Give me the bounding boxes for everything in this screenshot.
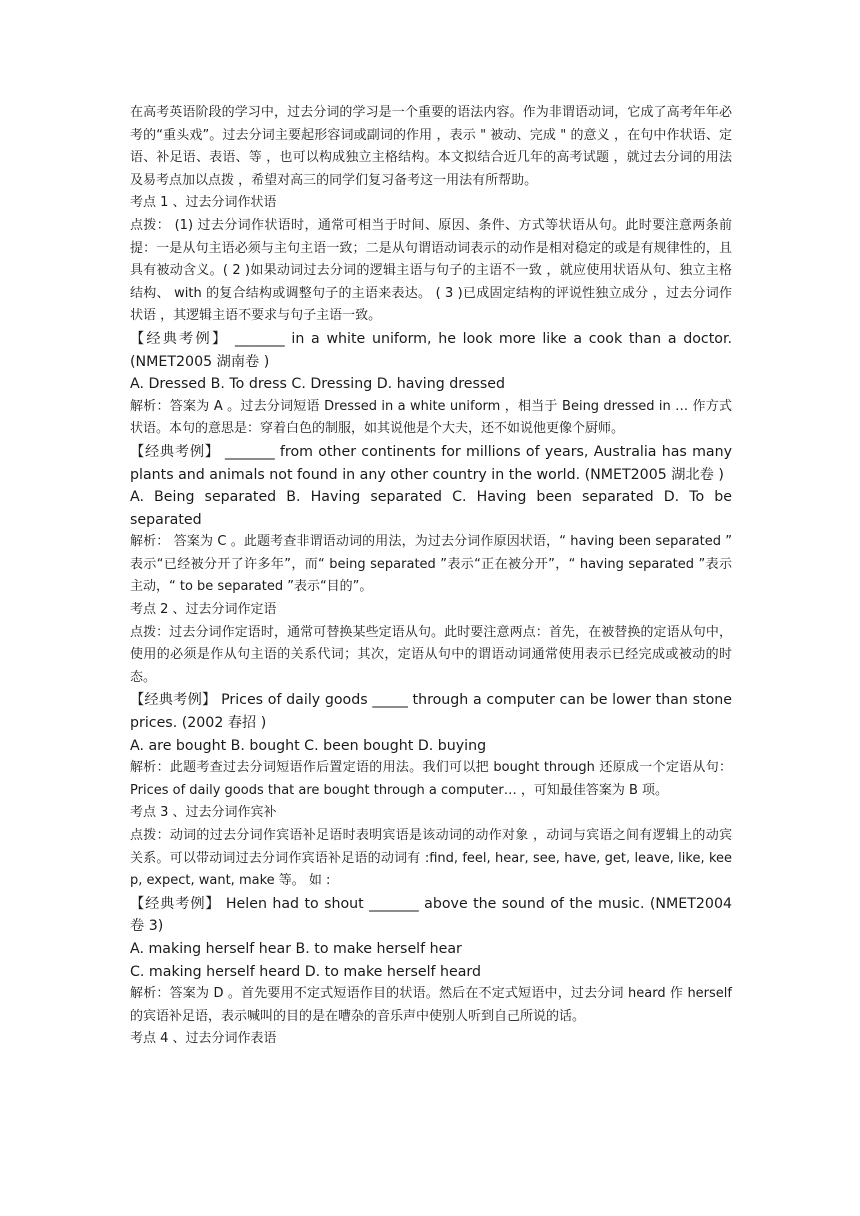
tip-paragraph-1: 点拨： (1) 过去分词作状语时，通常可相当于时间、原因、条件、方式等状语从句。此时要注意两条前提：一是从句主语必须与主句主语一致；二是从句谓语动词表示的动作是相对稳定的或是有规律性的，且具有被动含义。( 2 )如果动词过去分词的逻辑主语与句子的主语不一致 ，就应使用状语从句、独立主格结构、 with 的复合结构或调整句子的主语来表达。 ( 3 )已成固定结构的评说性独立成分 ，过去分词作状语 ，其逻辑主语不要求与句子主语一致。 <box>130 217 732 324</box>
tip-paragraph-2: 点拨：过去分词作定语时，通常可替换某些定语从句。此时要注意两点：首先，在被替换的定语从句中，使用的必须是作从句主语的关系代词；其次，定语从句中的谓语动词通常使用表示已经完成或被动的时态。 <box>130 624 732 685</box>
example-options-1: A. Dressed B. To dress C. Dressing D. having dressed <box>130 376 506 393</box>
example-question-1: 【经典考例】 _______ in a white uniform, he look more like a cook than a doctor. (NMET2005 湖南卷 ) <box>130 330 732 370</box>
example-options-2: A. Being separated B. Having separated C. Having been separated D. To be separated <box>130 489 732 528</box>
analysis-paragraph-4: 解析：答案为 D 。首先要用不定式短语作目的状语。然后在不定式短语中，过去分词 heard 作 herself 的宾语补足语，表示喊叫的目的是在嘈杂的音乐声中使别人听到自己所说的话。 <box>130 986 732 1024</box>
example-question-3: 【经典考例】 Prices of daily goods _____ through a computer can be lower than stone prices. (2002 春招 ) <box>130 692 732 732</box>
paragraph-intro: 在高考英语阶段的学习中，过去分词的学习是一个重要的语法内容。作为非谓语动词，它成了高考年年必考的“重头戏”。过去分词主要起形容词或副词的作用 ，表示 " 被动、完成 " 的意义 ，在句中作状语、定语、补足语、表语、等 ，也可以构成独立主格结构。本文拟结合近几年的高考试题 ，就过去分词的用法及易考点加以点拨 ，希望对高三的同学们复习备考这一用法有所帮助。 <box>130 105 732 188</box>
section-heading-4: 考点 4 、过去分词作表语 <box>130 1031 277 1047</box>
section-heading-3: 考点 3 、过去分词作宾补 <box>130 805 277 821</box>
tip-paragraph-3: 点拨：动词的过去分词作宾语补足语时表明宾语是该动词的动作对象 ，动词与宾语之间有逻辑上的动宾关系。可以带动词过去分词作宾语补足语的动词有 :find, feel, hear, see, have, get, leave, like, keep, expect, want, make 等。 如 : <box>130 828 732 889</box>
document-body <box>130 102 732 1051</box>
example-options-3: A. are bought B. bought C. been bought D. buying <box>130 737 487 754</box>
analysis-paragraph-1: 解析：答案为 A 。过去分词短语 Dressed in a white uniform ，相当于 Being dressed in … 作方式状语。本句的意思是：穿着白色的制服，如其说他是个大夫，还不如说他更像个厨师。 <box>130 398 732 437</box>
section-heading-1: 考点 1 、过去分词作状语 <box>130 195 277 211</box>
example-question-4: 【经典考例】 Helen had to shout _______ above the sound of the music. (NMET2004 卷 3) <box>130 895 732 935</box>
section-heading-2: 考点 2 、过去分词作定语 <box>130 602 277 618</box>
example-question-2: 【经典考例】 _______ from other continents for millions of years, Australia has many plants and animals not found in any other country in the world. (NMET2005 湖北卷 ) <box>130 443 732 483</box>
example-options-4b: C. making herself heard D. to make herself heard <box>130 963 482 980</box>
analysis-paragraph-2: 解析： 答案为 C 。此题考查非谓语动词的用法，为过去分词作原因状语，“ having been separated ” 表示“已经被分开了许多年”，而“ being separated ”表示“正在被分开”，“ having separated ”表示主动，“ to be separated ”表示“目的”。 <box>130 534 732 595</box>
example-options-4a: A. making herself hear B. to make herself hear <box>130 940 462 957</box>
analysis-paragraph-3: 解析：此题考查过去分词短语作后置定语的用法。我们可以把 bought through 还原成一个定语从句： Prices of daily goods that are bought through a computer… ，可知最佳答案为 B 项。 <box>130 760 732 798</box>
